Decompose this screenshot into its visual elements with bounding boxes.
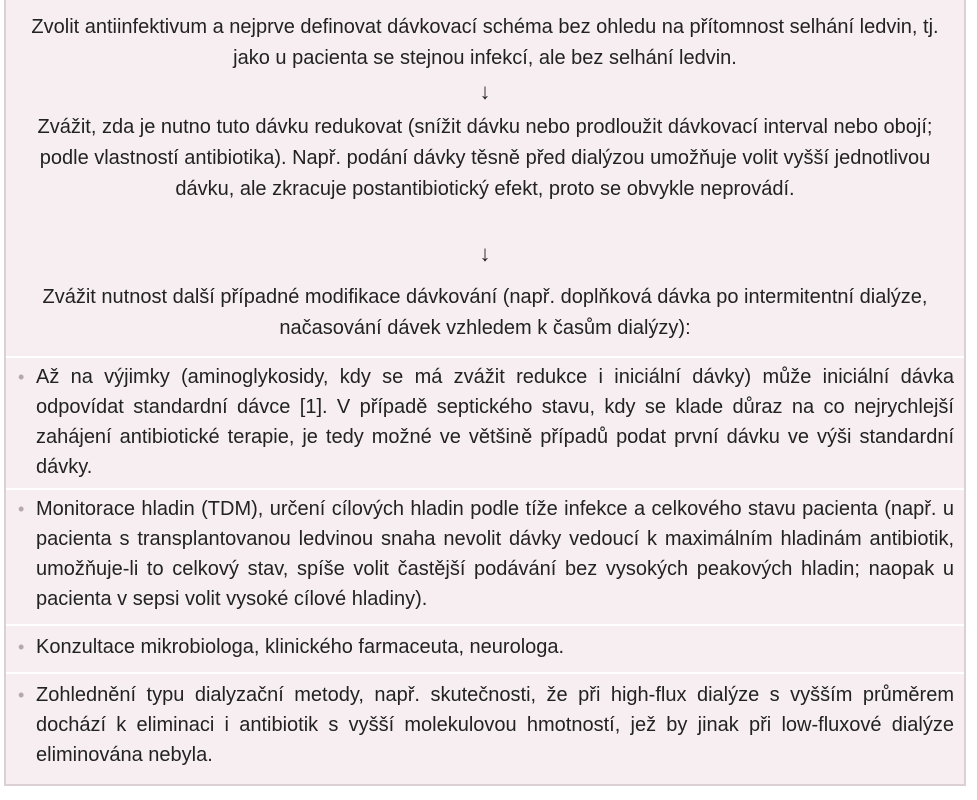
- bullet-icon: •: [18, 367, 25, 387]
- list-item-text: Až na výjimky (aminoglykosidy, kdy se má zvážit redukce i iniciální dávky) může iniciální dávka odpovídat standardní dávce [1]. V případě septického stavu, kdy se klade důraz na co nejrychlejší zahájení antibiotické terapie, je tedy možné ve většině případů podat první dávku ve výši standardní dávky.: [36, 366, 954, 478]
- down-arrow-icon: ↓: [479, 241, 491, 266]
- step-3-text: Zvážit nutnost další případné modifikace dávkování (např. doplňková dávka po intermitentní dialýze, načasování dávek vzhledem k časům dialýzy):: [42, 286, 928, 339]
- list-item: [18, 632, 954, 662]
- list-item-text: Zohlednění typu dialyzační metody, např. skutečnosti, že při high-flux dialýze s vyšším průměrem dochází k eliminaci i antibiotik s vyšší molekulovou hmotností, jež by jinak při low-fluxové dialýze eliminována nebyla.: [36, 684, 954, 766]
- list-item: [18, 680, 954, 770]
- divider: [6, 672, 964, 674]
- bullet-icon: •: [18, 685, 25, 705]
- divider: [6, 356, 964, 358]
- bullet-icon: •: [18, 499, 25, 519]
- bullet-icon: •: [18, 637, 25, 657]
- dosing-algorithm-box: [4, 0, 966, 786]
- down-arrow-icon: ↓: [479, 79, 491, 104]
- step-1-text: Zvolit antiinfektivum a nejprve definovat dávkovací schéma bez ohledu na přítomnost selhání ledvin, tj. jako u pacienta se stejnou infekcí, ale bez selhání ledvin.: [31, 16, 939, 69]
- list-item: [18, 494, 954, 614]
- list-item-text: Monitorace hladin (TDM), určení cílových hladin podle tíže infekce a celkového stavu pacienta (např. u pacienta s transplantovanou ledvinou snaha nevolit dávky vedoucí k maximálním hladinám antibiotik, umožňuje-li to celkový stav, spíše volit častější podávání bez vysokých peakových hladin; naopak u pacienta v sepsi volit vysoké cílové hladiny).: [36, 498, 954, 610]
- list-item: [18, 362, 954, 482]
- divider: [6, 488, 964, 490]
- step-2-text: Zvážit, zda je nutno tuto dávku redukovat (snížit dávku nebo prodloužit dávkovací interval nebo obojí; podle vlastností antibiotika). Např. podání dávky těsně před dialýzou umožňuje volit vyšší jednotlivou dávku, ale zkracuje postantibiotický efekt, proto se obvykle neprovádí.: [37, 116, 933, 200]
- list-item-text: Konzultace mikrobiologa, klinického farmaceuta, neurologa.: [36, 636, 565, 658]
- divider: [6, 624, 964, 626]
